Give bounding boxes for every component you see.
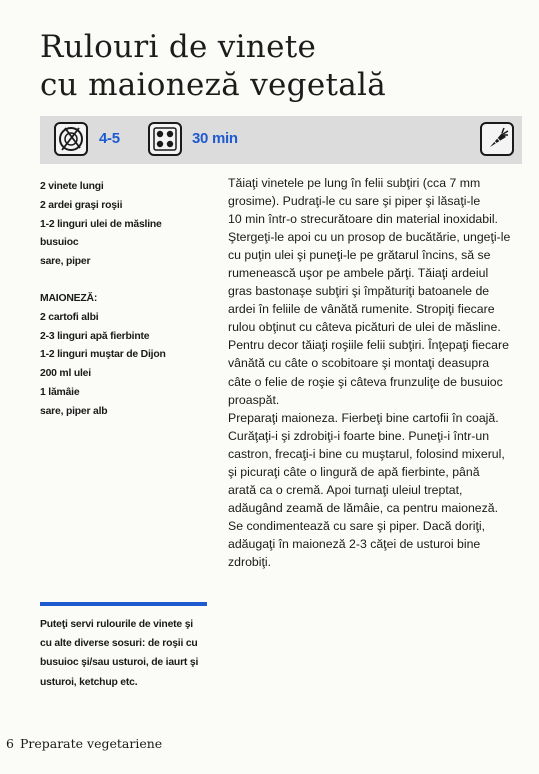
mayo-ingredient-item: 2 cartofi albi (40, 311, 99, 323)
instructions-text (228, 174, 528, 571)
prep-time: 30 min (192, 130, 238, 147)
recipe-title (40, 28, 520, 104)
difficulty-carrot-icon (480, 122, 514, 156)
section-name: Preparate vegetariene (19, 736, 163, 751)
instruction-line: castron, frecaţi-i bine cu muştarul, folosind mixerul, (228, 446, 505, 461)
stove-time-icon (148, 122, 182, 156)
instruction-line: rulou obţinut cu câteva picături de ulei de măsline. (228, 320, 501, 335)
mayo-ingredient-item: 1 lămâie (40, 386, 80, 398)
mayo-ingredient-item: sare, piper alb (40, 405, 108, 417)
instruction-line: Curăţaţi-i şi zdrobiţi-i foarte bine. Puneţi-i într-un (228, 428, 490, 443)
tip-line: cu alte diverse sosuri: de roşii cu (40, 638, 198, 650)
serving-tip (40, 615, 215, 692)
title-line-2: cu maioneză vegetală (40, 67, 387, 103)
instruction-line: adăugând zeamă de lămâie, ca pentru maioneză. (228, 500, 499, 515)
recipe-info-bar (40, 116, 522, 164)
instruction-line: Ştergeţi-le apoi cu un prosop de bucătărie, ungeţi-le (228, 230, 511, 245)
instruction-line: gras bastonaşe subţiri şi împăturiţi batoanele de (228, 284, 490, 299)
ingredients-list (40, 178, 210, 422)
page-footer (6, 736, 162, 751)
ingredient-item: busuioc (40, 237, 79, 249)
tip-line: usturoi, ketchup etc. (40, 676, 138, 688)
ingredient-item: 2 vinete lungi (40, 181, 104, 192)
instruction-line: Tăiaţi vinetele pe lung în felii subţiri (cca 7 mm (228, 176, 481, 190)
servings-plate-icon (54, 122, 88, 156)
instruction-line: zdrobiţi. (228, 554, 272, 569)
instruction-line: adăugaţi în maioneză 2-3 căţei de usturoi bine (228, 536, 481, 551)
ingredient-item: 2 ardei graşi roşii (40, 199, 123, 211)
instruction-line: grosime). Pudraţi-le cu sare şi piper şi lăsaţi-le (228, 194, 481, 209)
tip-line: busuioc şi/sau usturoi, de iaurt şi (40, 657, 199, 669)
instruction-line: vânătă cu câte o scobitoare şi montaţi deasupra (228, 356, 490, 371)
mayo-heading: MAIONEZĂ: (40, 292, 98, 304)
title-line-1: Rulouri de vinete (40, 29, 317, 65)
servings-count: 4-5 (99, 130, 120, 147)
mayo-ingredient-item: 2-3 linguri apă fierbinte (40, 330, 150, 342)
instruction-line: câte o felie de roşie şi câteva frunzuliţe de busuioc (228, 374, 503, 389)
instruction-line: ardei în feliile de vânătă rumenite. Stropiţi fiecare (228, 302, 495, 317)
instruction-line: Se condimentează cu sare şi piper. Dacă doriţi, (228, 518, 486, 533)
mayo-ingredient-item: 1-2 linguri muştar de Dijon (40, 349, 166, 361)
mayo-ingredient-item: 200 ml ulei (40, 368, 91, 380)
ingredient-item: 1-2 linguri ulei de măsline (40, 218, 162, 230)
tip-line: Puteţi servi rulourile de vinete şi (40, 619, 193, 630)
instruction-line: arată ca o cremă. Apoi turnaţi uleiul treptat, (228, 482, 463, 497)
ingredient-item: sare, piper (40, 256, 91, 268)
instruction-line: şi picuraţi câte o lingură de apă fierbinte, până (228, 464, 480, 479)
tip-divider (40, 602, 207, 606)
instruction-line: Preparaţi maioneza. Fierbeţi bine cartofii în coajă. (228, 410, 499, 425)
instruction-line: rumenească uşor pe ambele părţi. Tăiaţi ardeiul (228, 266, 489, 281)
instruction-line: proaspăt. (228, 392, 280, 407)
instruction-line: 10 min într-o strecurătoare din material inoxidabil. (228, 212, 498, 227)
instruction-line: cu puţin ulei şi puneţi-le pe grătarul încins, să se (228, 248, 491, 263)
instruction-line: Pentru decor tăiaţi roşiile felii subţiri. Înţepaţi fiecare (228, 338, 509, 353)
page-number: 6 (6, 736, 14, 751)
